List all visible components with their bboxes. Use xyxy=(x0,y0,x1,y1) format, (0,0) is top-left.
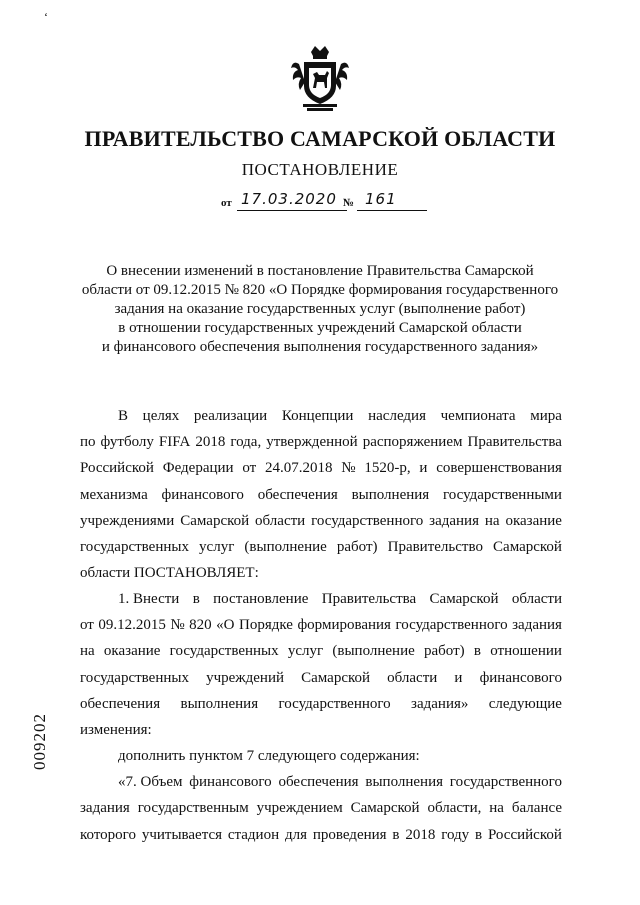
word: чемпионата xyxy=(440,408,516,424)
word: для xyxy=(284,826,307,843)
word: (выполнение xyxy=(332,643,415,660)
word: работ) xyxy=(336,538,378,555)
word: Самарской xyxy=(429,591,499,607)
word: Правительства xyxy=(321,591,417,607)
word: году xyxy=(441,826,470,843)
word: «7. Объем xyxy=(118,774,183,791)
word: Самарской xyxy=(493,538,562,555)
word: «О xyxy=(216,617,235,634)
word: учреждением xyxy=(256,800,343,817)
document-subject xyxy=(70,262,570,357)
word: государственными xyxy=(442,486,562,503)
word: 24.07.2018 xyxy=(264,460,333,477)
word: 1. Внести xyxy=(118,591,180,607)
justified-line xyxy=(80,455,562,481)
word: государственного xyxy=(449,774,562,791)
word: которого xyxy=(80,826,136,843)
justified-line xyxy=(80,403,562,429)
justified-line xyxy=(80,429,562,455)
word: выполнения xyxy=(351,486,430,503)
amendment-intro: дополнить пунктом 7 следующего содержания: xyxy=(118,748,420,764)
justified-line xyxy=(80,612,562,638)
word: постановление xyxy=(213,591,309,607)
word: государственных xyxy=(80,669,189,686)
word: учреждений xyxy=(206,669,285,686)
last-line: изменения: xyxy=(80,721,152,738)
word: области xyxy=(255,512,306,529)
number-prefix: № xyxy=(343,197,355,209)
word: оказание xyxy=(103,643,161,660)
word: задания xyxy=(429,512,479,529)
word: Самарской xyxy=(350,800,420,817)
word: выполнения xyxy=(180,695,259,712)
word: оказание xyxy=(505,512,562,529)
corner-mark: ‘ xyxy=(44,10,48,24)
subject-line: в отношении государственных учреждений Самарской области xyxy=(118,320,522,336)
word: отношении xyxy=(490,643,562,660)
word: области, xyxy=(427,800,482,817)
word: мира xyxy=(530,408,562,424)
word: в xyxy=(392,826,400,843)
word: стадион xyxy=(227,826,280,843)
date-value: 17.03.2020 xyxy=(241,190,337,208)
word: обеспечения xyxy=(278,774,359,791)
justified-line xyxy=(80,795,562,821)
word: в xyxy=(473,643,481,660)
word: Российской xyxy=(80,460,154,477)
word: футболу xyxy=(100,434,154,451)
subject-line: О внесении изменений в постановление Правительства Самарской xyxy=(106,263,534,279)
word: финансового xyxy=(479,669,562,686)
word: реализации xyxy=(193,408,268,424)
word: учитывается xyxy=(141,826,223,843)
word: на xyxy=(489,800,504,817)
word: по xyxy=(80,434,96,451)
word: 09.12.2015 xyxy=(98,617,166,634)
word: работ) xyxy=(424,643,465,660)
justified-line xyxy=(80,665,562,691)
preamble-paragraph xyxy=(80,403,562,586)
word: совершенствования xyxy=(436,460,562,477)
word: финансового xyxy=(161,486,244,503)
justified-line xyxy=(80,534,562,560)
last-line: области ПОСТАНОВЛЯЕТ: xyxy=(80,565,259,582)
subject-line: задания на оказание государственных услуг (выполнение работ) xyxy=(114,301,526,317)
word: утвержденной xyxy=(266,434,358,451)
word: Порядке xyxy=(239,617,293,634)
justified-line xyxy=(80,586,562,612)
subject-line: области от 09.12.2015 № 820 «О Порядке формирования государственного xyxy=(81,282,559,298)
subject-line: и финансового обеспечения выполнения государственного задания» xyxy=(101,339,539,355)
word: года, xyxy=(230,434,262,451)
justified-line xyxy=(80,691,562,717)
word: 1520-р, xyxy=(364,460,411,477)
word: обеспечения xyxy=(80,695,161,712)
word: выполнения xyxy=(365,774,443,791)
justified-line xyxy=(80,769,562,795)
word: государственного xyxy=(278,695,391,712)
word: в xyxy=(475,826,483,843)
word: задания xyxy=(80,800,130,817)
word: балансе xyxy=(511,800,562,817)
justified-line xyxy=(80,638,562,664)
word: государственных xyxy=(80,538,189,555)
word: наследия xyxy=(368,408,426,424)
word: В xyxy=(118,408,129,424)
word: области xyxy=(511,591,562,607)
word: Российской xyxy=(487,826,562,843)
word: 2018 xyxy=(195,434,226,451)
word: государственного xyxy=(311,512,424,529)
word: FIFA xyxy=(158,434,191,451)
word: государственных xyxy=(169,643,279,660)
word: механизма xyxy=(80,486,148,503)
word: услуг xyxy=(199,538,235,555)
justified-line xyxy=(80,508,562,534)
word: формирования xyxy=(297,617,391,634)
word: на xyxy=(484,512,500,529)
margin-registration-number: 009202 xyxy=(30,713,49,770)
word: следующие xyxy=(488,695,562,712)
word: Самарской xyxy=(301,669,371,686)
word: Концепции xyxy=(281,408,354,424)
word: области xyxy=(387,669,438,686)
amendment-paragraph xyxy=(80,743,562,848)
justified-line xyxy=(80,482,562,508)
word: Самарской xyxy=(180,512,250,529)
word: задания» xyxy=(411,695,469,712)
date-prefix: от xyxy=(221,197,232,209)
number-underline xyxy=(357,210,427,211)
word: от xyxy=(242,460,257,477)
word: № xyxy=(170,617,185,634)
number-value: 161 xyxy=(365,190,397,208)
word: государственного xyxy=(395,617,508,634)
word: распоряжением xyxy=(362,434,463,451)
document-type: ПОСТАНОВЛЕНИЕ xyxy=(241,160,399,179)
word: проведения xyxy=(312,826,387,843)
date-number-line xyxy=(221,191,431,213)
word: Федерации xyxy=(162,460,234,477)
word: от xyxy=(80,617,94,634)
word: услуг xyxy=(287,643,324,660)
word: № xyxy=(341,460,356,477)
coat-of-arms-icon xyxy=(289,42,351,116)
date-underline xyxy=(237,210,347,211)
word: 820 xyxy=(189,617,212,634)
word: Правительства xyxy=(467,434,562,451)
word: целях xyxy=(142,408,180,424)
word: на xyxy=(80,643,95,660)
word: и xyxy=(454,669,463,686)
word: финансового xyxy=(189,774,272,791)
word: 2018 xyxy=(405,826,436,843)
word: Правительство xyxy=(387,538,483,555)
word: (выполнение xyxy=(244,538,327,555)
government-title: ПРАВИТЕЛЬСТВО САМАРСКОЙ ОБЛАСТИ xyxy=(84,126,556,151)
word: в xyxy=(192,591,200,607)
word: государственным xyxy=(137,800,249,817)
word: задания xyxy=(512,617,562,634)
item-1-paragraph xyxy=(80,586,562,743)
justified-line xyxy=(80,822,562,848)
word: и xyxy=(419,460,428,477)
word: учреждениями xyxy=(80,512,175,529)
word: обеспечения xyxy=(257,486,338,503)
